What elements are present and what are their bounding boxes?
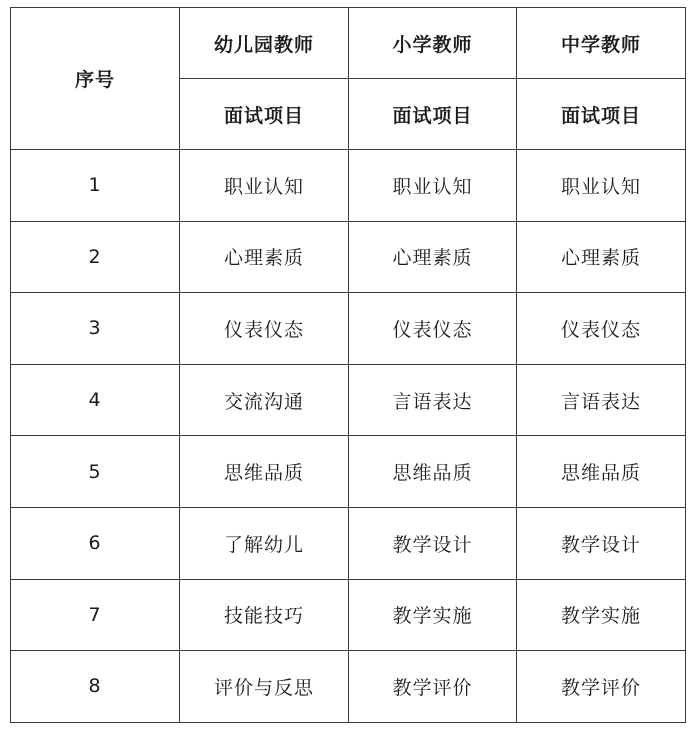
primary-item-cell: 教学实施 bbox=[349, 579, 517, 651]
kindergarten-item-cell: 职业认知 bbox=[180, 150, 349, 222]
row-index-cell: 2 bbox=[11, 221, 180, 293]
secondary-item-cell: 仪表仪态 bbox=[517, 293, 686, 365]
primary-item-cell: 心理素质 bbox=[349, 221, 517, 293]
secondary-item-cell: 教学实施 bbox=[517, 579, 686, 651]
secondary-item-cell: 言语表达 bbox=[517, 364, 686, 436]
secondary-item-cell: 思维品质 bbox=[517, 436, 686, 508]
table-row bbox=[11, 221, 686, 293]
header-primary-teacher: 小学教师 bbox=[349, 8, 517, 79]
table-body bbox=[11, 8, 686, 723]
kindergarten-item-cell: 仪表仪态 bbox=[180, 293, 349, 365]
table-row bbox=[11, 436, 686, 508]
row-index-cell: 6 bbox=[11, 507, 180, 579]
primary-item-cell: 言语表达 bbox=[349, 364, 517, 436]
kindergarten-item-cell: 技能技巧 bbox=[180, 579, 349, 651]
table-row bbox=[11, 579, 686, 651]
row-index-cell: 4 bbox=[11, 364, 180, 436]
row-index-cell: 8 bbox=[11, 651, 180, 723]
interview-items-table bbox=[10, 7, 686, 723]
secondary-item-cell: 职业认知 bbox=[517, 150, 686, 222]
header-sub-label: 面试项目 bbox=[517, 79, 686, 150]
primary-item-cell: 思维品质 bbox=[349, 436, 517, 508]
secondary-item-cell: 教学设计 bbox=[517, 507, 686, 579]
primary-item-cell: 教学评价 bbox=[349, 651, 517, 723]
header-index: 序号 bbox=[11, 8, 180, 150]
header-row-categories bbox=[11, 8, 686, 79]
kindergarten-item-cell: 评价与反思 bbox=[180, 651, 349, 723]
header-secondary-teacher: 中学教师 bbox=[517, 8, 686, 79]
row-index-cell: 3 bbox=[11, 293, 180, 365]
table-row bbox=[11, 507, 686, 579]
kindergarten-item-cell: 了解幼儿 bbox=[180, 507, 349, 579]
secondary-item-cell: 教学评价 bbox=[517, 651, 686, 723]
primary-item-cell: 职业认知 bbox=[349, 150, 517, 222]
header-sub-label: 面试项目 bbox=[349, 79, 517, 150]
row-index-cell: 5 bbox=[11, 436, 180, 508]
table-row bbox=[11, 651, 686, 723]
header-sub-label: 面试项目 bbox=[180, 79, 349, 150]
kindergarten-item-cell: 交流沟通 bbox=[180, 364, 349, 436]
table-row bbox=[11, 293, 686, 365]
row-index-cell: 7 bbox=[11, 579, 180, 651]
kindergarten-item-cell: 思维品质 bbox=[180, 436, 349, 508]
secondary-item-cell: 心理素质 bbox=[517, 221, 686, 293]
table-row bbox=[11, 364, 686, 436]
table-row bbox=[11, 150, 686, 222]
primary-item-cell: 教学设计 bbox=[349, 507, 517, 579]
row-index-cell: 1 bbox=[11, 150, 180, 222]
primary-item-cell: 仪表仪态 bbox=[349, 293, 517, 365]
kindergarten-item-cell: 心理素质 bbox=[180, 221, 349, 293]
header-kindergarten-teacher: 幼儿园教师 bbox=[180, 8, 349, 79]
